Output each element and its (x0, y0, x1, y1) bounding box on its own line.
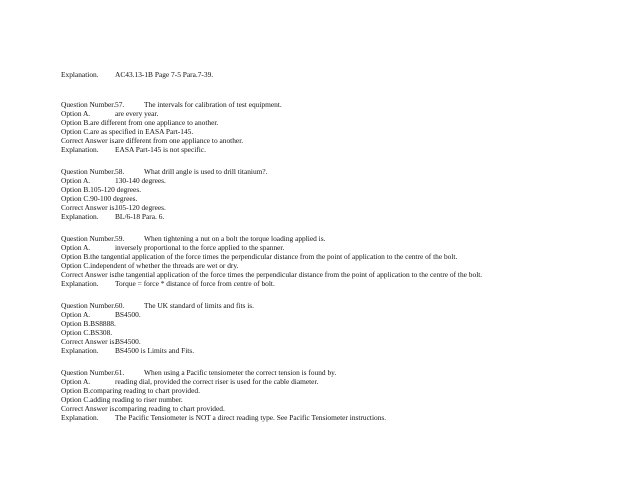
option-a-line (61, 377, 318, 386)
line-label: Option A. (61, 176, 91, 185)
line-text: 105-120 degrees. (115, 203, 166, 212)
line-label: Question Number. (61, 167, 116, 176)
explanation-line (61, 212, 164, 221)
option-c-line (61, 261, 238, 270)
line-label: Correct Answer is. (61, 270, 117, 279)
line-label: Question Number. (61, 234, 116, 243)
line-text: are every year. (115, 109, 159, 118)
line-text: Option C.are as specified in EASA Part-145. (61, 127, 194, 136)
line-label: Question Number. (61, 100, 116, 109)
line-label: Question Number. (61, 301, 116, 310)
line-text: Option B.105-120 degrees. (61, 185, 142, 194)
line-label: Explanation. (61, 212, 99, 221)
line-text: Option C.independent of whether the threads are wet or dry. (61, 261, 239, 270)
line-label: Option A. (61, 109, 91, 118)
explanation-line (61, 145, 206, 154)
line-text: are different from one appliance to another. (115, 136, 244, 145)
line-text: Option C.BS308. (61, 328, 113, 337)
option-a-line (61, 243, 284, 252)
correct-answer-line (61, 404, 225, 413)
line-text: EASA Part-145 is not specific. (115, 145, 206, 154)
option-a-line (61, 176, 166, 185)
line-text: Option B.are different from one appliance to another. (61, 118, 219, 127)
line-text: Option B.the tangential application of the force times the perpendicular distance from the point of application to the centre of the bolt. (61, 252, 458, 261)
line-text: BS4500 is Limits and Fits. (115, 346, 195, 355)
line-text: AC43.13-1B Page 7-5 Para.7-39. (115, 70, 214, 79)
question-header (61, 301, 254, 310)
explanation-line (61, 413, 386, 422)
question-number: 59. (115, 234, 125, 243)
line-text: the tangential application of the force times the perpendicular distance from the point of application to the centre of the bolt. (115, 270, 483, 279)
option-c-line (61, 127, 193, 136)
line-text: Torque = force * distance of force from centre of bolt. (115, 279, 275, 288)
line-text: comparing reading to chart provided. (115, 404, 225, 413)
option-a-line (61, 109, 158, 118)
line-label: Explanation. (61, 346, 99, 355)
question-text: When using a Pacific tensiometer the correct tension is found by. (144, 368, 337, 377)
line-label: Explanation. (61, 413, 99, 422)
question-text: The intervals for calibration of test equipment. (144, 100, 282, 109)
option-b-line (61, 386, 200, 395)
line-label: Option A. (61, 243, 91, 252)
line-text: reading dial, provided the correct riser is used for the cable diameter. (115, 377, 319, 386)
question-text: What drill angle is used to drill titanium?. (144, 167, 268, 176)
question-number: 61. (115, 368, 125, 377)
question-header (61, 100, 282, 109)
option-c-line (61, 194, 137, 203)
question-header (61, 234, 325, 243)
line-label: Correct Answer is. (61, 337, 117, 346)
question-header (61, 167, 268, 176)
line-text: Option C.adding reading to riser number. (61, 395, 183, 404)
line-text: Option C.90-100 degrees. (61, 194, 138, 203)
option-b-line (61, 185, 141, 194)
explanation-line (61, 279, 275, 288)
line-label: Explanation. (61, 145, 99, 154)
option-c-line (61, 395, 183, 404)
line-text: Option B.comparing reading to chart provided. (61, 386, 200, 395)
correct-answer-line (61, 203, 166, 212)
option-a-line (61, 310, 141, 319)
line-text: inversely proportional to the force applied to the spanner. (115, 243, 285, 252)
question-number: 57. (115, 100, 125, 109)
line-text: Option B.BS8888. (61, 319, 116, 328)
question-header (61, 368, 336, 377)
line-text: BS4500. (115, 310, 141, 319)
option-b-line (61, 118, 218, 127)
line-text: 130-140 degrees. (115, 176, 166, 185)
line-label: Explanation. (61, 70, 99, 79)
option-c-line (61, 328, 112, 337)
question-text: The UK standard of limits and fits is. (144, 301, 255, 310)
line-text: BS4500. (115, 337, 141, 346)
line-label: Option A. (61, 310, 91, 319)
line-text: BL/6-18 Para. 6. (115, 212, 165, 221)
explanation-line (61, 346, 194, 355)
option-b-line (61, 252, 457, 261)
option-b-line (61, 319, 116, 328)
line-label: Question Number. (61, 368, 116, 377)
question-number: 58. (115, 167, 125, 176)
intro-explanation (61, 70, 213, 79)
line-label: Correct Answer is. (61, 404, 117, 413)
correct-answer-line (61, 337, 141, 346)
question-text: When tightening a nut on a bolt the torque loading applied is. (144, 234, 326, 243)
question-number: 60. (115, 301, 125, 310)
line-label: Correct Answer is. (61, 136, 117, 145)
line-text: The Pacific Tensiometer is NOT a direct reading type. See Pacific Tensiometer instructions. (115, 413, 387, 422)
line-label: Option A. (61, 377, 91, 386)
line-label: Explanation. (61, 279, 99, 288)
correct-answer-line (61, 136, 243, 145)
line-label: Correct Answer is. (61, 203, 117, 212)
correct-answer-line (61, 270, 482, 279)
